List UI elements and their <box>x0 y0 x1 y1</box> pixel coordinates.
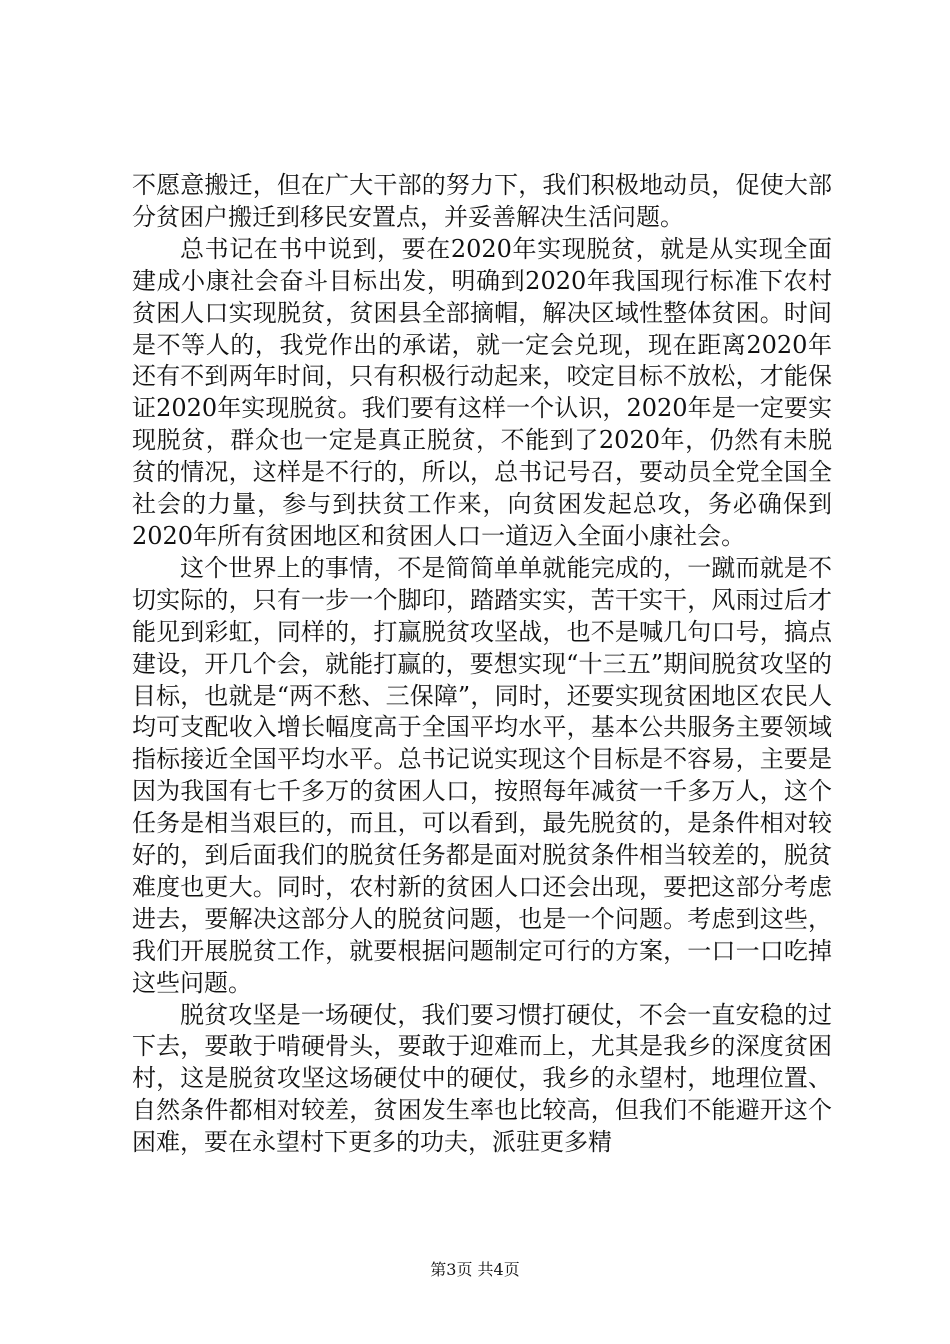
paragraph-1: 不愿意搬迁，但在广大干部的努力下，我们积极地动员，促使大部分贫困户搬迁到移民安置点，并妥善解决生活问题。 <box>132 171 832 231</box>
document-body <box>132 170 832 1159</box>
paragraph-4: 脱贫攻坚是一场硬仗，我们要习惯打硬仗，不会一直安稳的过下去，要敢于啃硬骨头，要敢于迎难而上，尤其是我乡的深度贫困村，这是脱贫攻坚这场硬仗中的硬仗，我乡的永望村，地理位置、自然条件都相对较差，贫困发生率也比较高，但我们不能避开这个困难，要在永望村下更多的功夫，派驻更多精 <box>132 1000 832 1157</box>
paragraph-2: 总书记在书中说到，要在2020年实现脱贫，就是从实现全面建成小康社会奋斗目标出发，明确到2020年我国现行标准下农村贫困人口实现脱贫，贫困县全部摘帽，解决区域性整体贫困。时间是不等人的，我党作出的承诺，就一定会兑现，现在距离2020年还有不到两年时间，只有积极行动起来，咬定目标不放松，才能保证2020年实现脱贫。我们要有这样一个认识，2020年是一定要实现脱贫，群众也一定是真正脱贫，不能到了2020年，仍然有未脱贫的情况，这样是不行的，所以，总书记号召，要动员全党全国全社会的力量，参与到扶贫工作来，向贫困发起总攻，务必确保到2020年所有贫困地区和贫困人口一道迈入全面小康社会。 <box>132 234 832 550</box>
page-footer: 第3页 共4页 <box>430 1260 520 1279</box>
paragraph-3: 这个世界上的事情，不是简简单单就能完成的，一蹴而就是不切实际的，只有一步一个脚印，踏踏实实，苦干实干，风雨过后才能见到彩虹，同样的，打赢脱贫攻坚战，也不是喊几句口号，搞点建设，开几个会，就能打赢的，要想实现“十三五”期间脱贫攻坚的目标，也就是“两不愁、三保障”，同时，还要实现贫困地区农民人均可支配收入增长幅度高于全国平均水平，基本公共服务主要领域指标接近全国平均水平。总书记说实现这个目标是不容易，主要是因为我国有七千多万的贫困人口，按照每年减贫一千多万人，这个任务是相当艰巨的，而且，可以看到，最先脱贫的，是条件相对较好的，到后面我们的脱贫任务都是面对脱贫条件相当较差的，脱贫难度也更大。同时，农村新的贫困人口还会出现，要把这部分考虑进去，要解决这部分人的脱贫问题，也是一个问题。考虑到这些，我们开展脱贫工作，就要根据问题制定可行的方案，一口一口吃掉这些问题。 <box>132 553 832 997</box>
